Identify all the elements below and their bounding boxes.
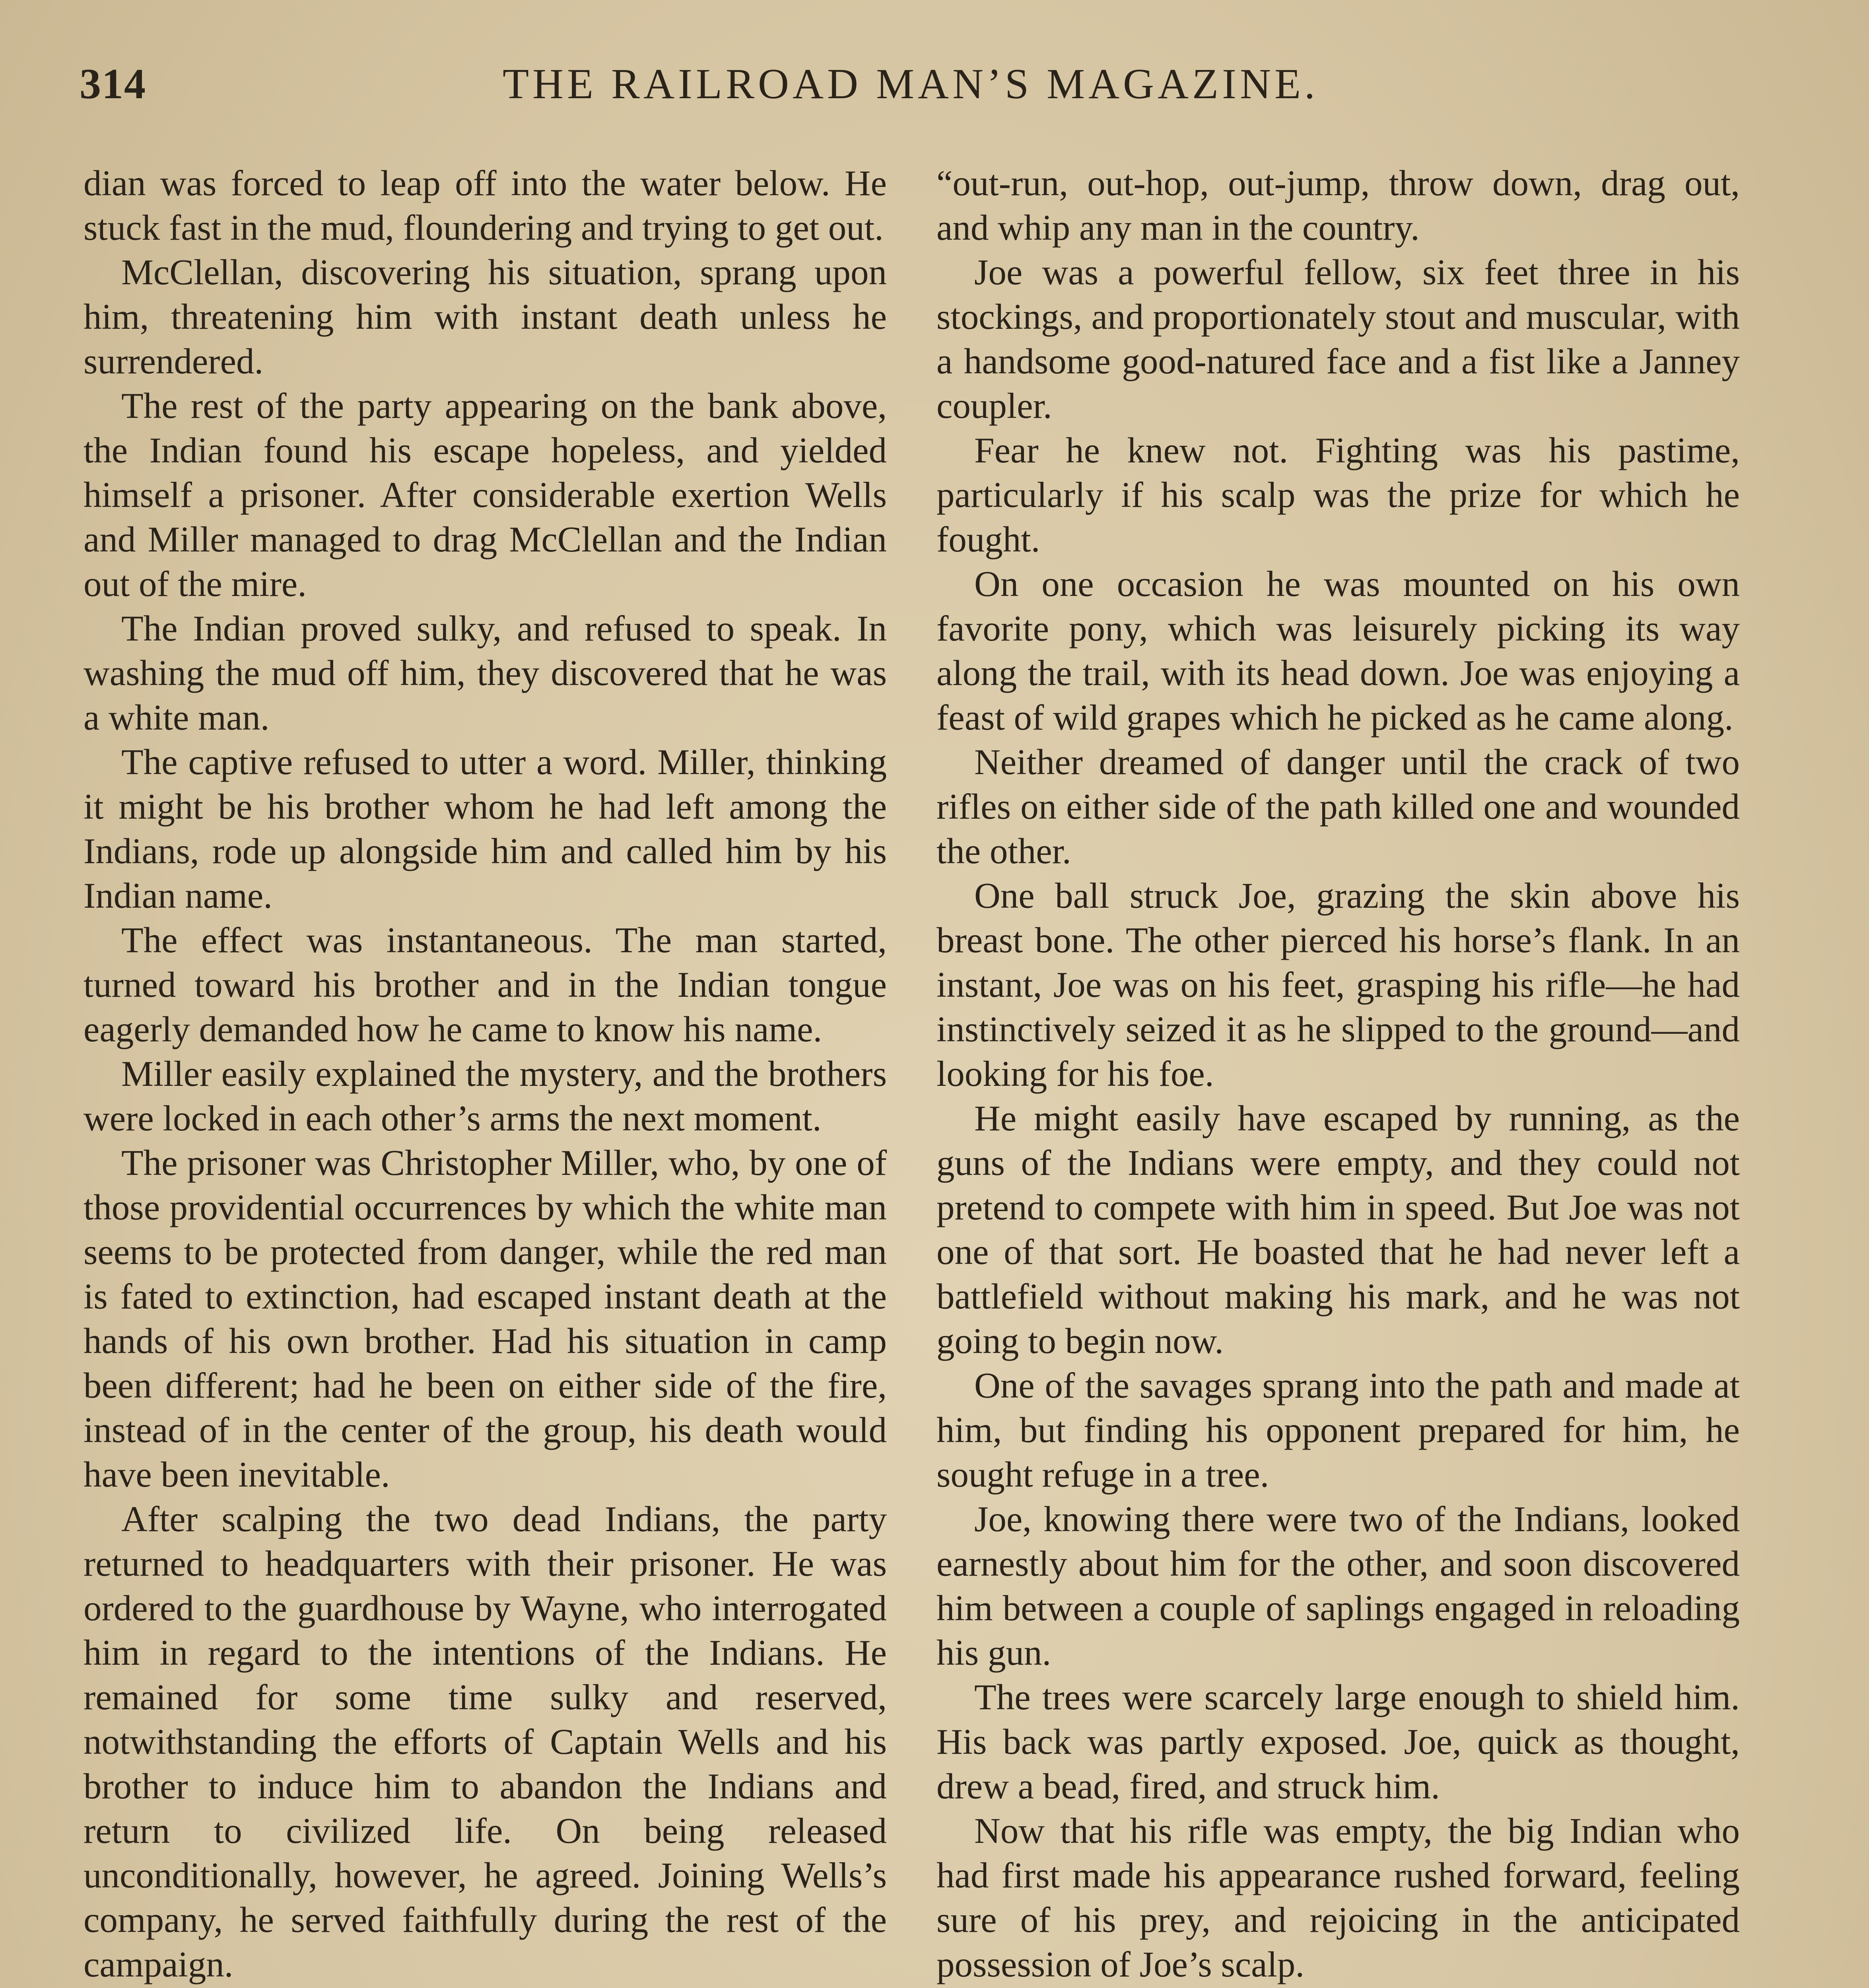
paragraph: Joe was a powerful fellow, six feet three in his stockings, and proportionately stout and muscular, with a handsome good-natured face and a fist like a Janney coupler. [936, 252, 1740, 426]
left-column [84, 161, 887, 1988]
right-column [936, 161, 1740, 1988]
page-number: 314 [80, 60, 146, 108]
paragraph: “out-run, out-hop, out-jump, throw down, drag out, and whip any man in the country. [936, 163, 1740, 248]
running-head: THE RAILROAD MAN’S MAGAZINE. [503, 60, 1319, 108]
page-header [80, 60, 1742, 111]
paragraph: One of the savages sprang into the path and made at him, but finding his opponent prepared for him, he sought refuge in a tree. [936, 1365, 1740, 1495]
paragraph: The prisoner was Christopher Miller, who, by one of those providential occurrences by which the white man seems to be protected from danger, while the red man is fated to extinction, had escaped instant death at the hands of his own brother. Had his situation in camp been different; had he been on either side of the fire, instead of in the center of the group, his death would have been inevitable. [84, 1143, 887, 1495]
paragraph: The trees were scarcely large enough to shield him. His back was partly exposed. Joe, quick as thought, drew a bead, fired, and struck him. [936, 1677, 1740, 1806]
paragraph: Joe, knowing there were two of the Indians, looked earnestly about him for the other, and soon discovered him between a couple of saplings engaged in reloading his gun. [936, 1499, 1740, 1673]
paragraph: dian was forced to leap off into the water below. He stuck fast in the mud, floundering and trying to get out. [84, 163, 887, 248]
paragraph: Miller easily explained the mystery, and the brothers were locked in each other’s arms the next moment. [84, 1054, 887, 1138]
paragraph: The captive refused to utter a word. Miller, thinking it might be his brother whom he had left among the Indians, rode up alongside him and called him by his Indian name. [84, 742, 887, 916]
paragraph: On one occasion he was mounted on his own favorite pony, which was leisurely picking its way along the trail, with its head down. Joe was enjoying a feast of wild grapes which he picked as he came along. [936, 564, 1740, 738]
paragraph: One ball struck Joe, grazing the skin above his breast bone. The other pierced his horse’s flank. In an instant, Joe was on his feet, grasping his rifle—he had instinctively seized it as he slipped to the ground—and looking for his foe. [936, 876, 1740, 1094]
paragraph: After scalping the two dead Indians, the party returned to headquarters with their prisoner. He was ordered to the guardhouse by Wayne, who interrogated him in regard to the intentions of the Indians. He remained for some time sulky and reserved, notwithstanding the efforts of Captain Wells and his brother to induce him to abandon the Indians and return to civilized life. On being released unconditionally, however, he agreed. Joining Wells’s company, he served faithfully during the rest of the campaign. [84, 1499, 887, 1984]
paragraph: Now that his rifle was empty, the big Indian who had first made his appearance rushed forward, feeling sure of his prey, and rejoicing in the anticipated possession of Joe’s scalp. [936, 1811, 1740, 1984]
paragraph: The Indian proved sulky, and refused to speak. In washing the mud off him, they discovered that he was a white man. [84, 608, 887, 738]
paragraph: McClellan, discovering his situation, sprang upon him, threatening him with instant death unless he surrendered. [84, 252, 887, 381]
paragraph: The effect was instantaneous. The man started, turned toward his brother and in the Indian tongue eagerly demanded how he came to know his name. [84, 920, 887, 1049]
paragraph: The rest of the party appearing on the bank above, the Indian found his escape hopeless, and yielded himself a prisoner. After considerable exertion Wells and Miller managed to drag McClellan and the Indian out of the mire. [84, 386, 887, 604]
paragraph: Neither dreamed of danger until the crack of two rifles on either side of the path killed one and wounded the other. [936, 742, 1740, 871]
paragraph: He might easily have escaped by running, as the guns of the Indians were empty, and they could not pretend to compete with him in speed. But Joe was not one of that sort. He boasted that he had never left a battlefield without making his mark, and he was not going to begin now. [936, 1098, 1740, 1361]
paragraph: Fear he knew not. Fighting was his pastime, particularly if his scalp was the prize for which he fought. [936, 430, 1740, 559]
